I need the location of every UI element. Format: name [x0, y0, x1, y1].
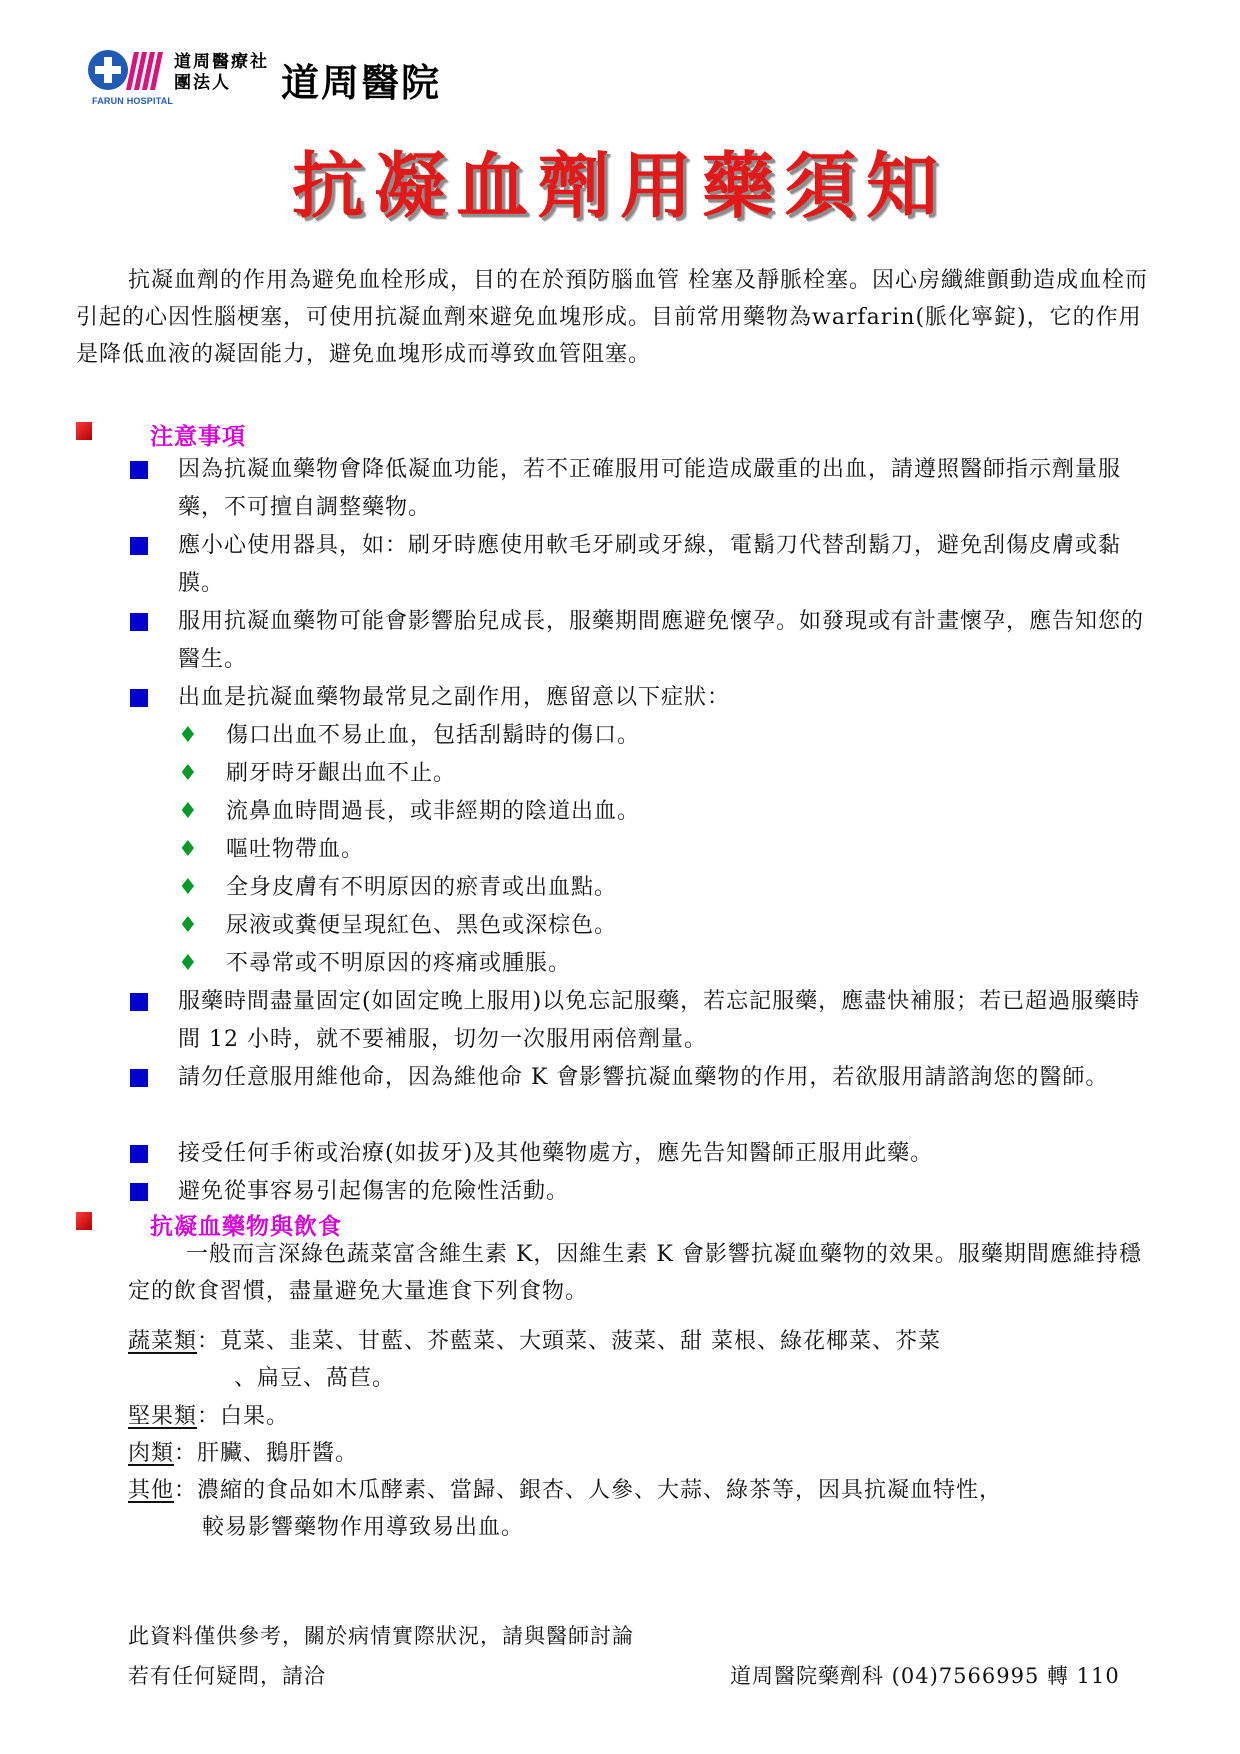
footer-contact-prompt: 若有任何疑問，請洽	[128, 1664, 326, 1688]
list-item	[128, 527, 1148, 603]
green-diamond-bullet-icon: ♦	[178, 723, 199, 748]
food-category-row	[128, 1435, 1148, 1472]
list-item-text: 出血是抗凝血藥物最常見之副作用，應留意以下症狀：	[178, 685, 731, 710]
list-item-text: 因為抗凝血藥物會降低凝血功能，若不正確服用可能造成嚴重的出血，請遵照醫師指示劑量服藥，不可擅自調整藥物。	[178, 457, 1122, 520]
food-list-continued: 、扁豆、萵苣。	[234, 1366, 396, 1391]
symptom-text: 流鼻血時間過長，或非經期的陰道出血。	[226, 799, 641, 824]
food-category-label: 蔬菜類	[128, 1329, 198, 1354]
green-diamond-bullet-icon: ♦	[178, 875, 199, 900]
section-title: 注意事項	[150, 423, 246, 450]
blue-square-bullet-icon	[130, 1069, 148, 1087]
blue-square-bullet-icon	[130, 613, 148, 631]
red-square-icon	[76, 422, 92, 440]
blue-square-bullet-icon	[130, 461, 148, 479]
list-item	[128, 983, 1148, 1059]
food-list: ：莧菜、韭菜、甘藍、芥藍菜、大頭菜、菠菜、甜 菜根、綠花椰菜、芥菜	[197, 1329, 942, 1354]
intro-text: 抗凝血劑的作用為避免血栓形成，目的在於預防腦血管 栓塞及靜脈栓塞。因心房纖維顫動造成血栓而引起的心因性腦梗塞，可使用抗凝血劑來避免血塊形成。目前常用藥物為warfarin(脈化寧錠)，它的作用是降低血液的凝固能力，避免血塊形成而導致血管阻塞。	[76, 268, 1148, 367]
blue-square-bullet-icon	[130, 993, 148, 1011]
symptom-item	[178, 907, 1078, 945]
logo-org-type: 道周醫療社團法人	[174, 52, 269, 93]
list-item	[128, 1173, 1148, 1211]
footer-contact-info: 道周醫院藥劑科 (04)7566995 轉 110	[730, 1664, 1120, 1688]
list-item-text: 應小心使用器具，如：刷牙時應使用軟毛牙刷或牙線，電鬍刀代替刮鬍刀，避免刮傷皮膚或黏膜。	[178, 533, 1122, 596]
food-list: ：肝臟、鵝肝醬。	[174, 1441, 359, 1466]
green-diamond-bullet-icon: ♦	[178, 761, 199, 786]
green-diamond-bullet-icon: ♦	[178, 913, 199, 938]
green-diamond-bullet-icon: ♦	[178, 837, 199, 862]
list-item	[128, 451, 1148, 527]
hospital-name: 道周醫院	[281, 60, 442, 105]
symptom-text: 傷口出血不易止血，包括刮鬍時的傷口。	[226, 723, 641, 748]
symptom-text: 嘔吐物帶血。	[226, 837, 365, 862]
food-list-continued: 較易影響藥物作用導致易出血。	[202, 1515, 525, 1540]
food-category-label: 肉類	[128, 1441, 175, 1466]
list-item	[128, 1135, 1148, 1173]
hospital-logo	[86, 48, 486, 108]
diet-intro-paragraph	[128, 1236, 1148, 1310]
food-category-label: 其他	[128, 1478, 175, 1503]
logo-english-name: FARUN HOSPITAL	[92, 96, 174, 106]
blue-square-bullet-icon	[130, 689, 148, 707]
section-title: 抗凝血藥物與飲食	[150, 1213, 342, 1240]
symptom-item	[178, 793, 1078, 831]
symptom-text: 全身皮膚有不明原因的瘀青或出血點。	[226, 875, 618, 900]
diet-intro-text: 一般而言深綠色蔬菜富含維生素 K，因維生素 K 會影響抗凝血藥物的效果。服藥期間應維持穩定的飲食習慣，盡量避免大量進食下列食物。	[128, 1242, 1142, 1304]
green-diamond-bullet-icon: ♦	[178, 799, 199, 824]
list-item	[128, 1059, 1148, 1097]
food-category-label: 堅果類	[128, 1404, 198, 1429]
section-heading-diet	[76, 1208, 776, 1238]
list-item-text: 服用抗凝血藥物可能會影響胎兒成長，服藥期間應避免懷孕。如發現或有計畫懷孕，應告知您的醫生。	[178, 609, 1145, 672]
list-item-text: 服藥時間盡量固定(如固定晚上服用)以免忘記服藥，若忘記服藥，應盡快補服；若已超過服藥時間 12 小時，就不要補服，切勿一次服用兩倍劑量。	[178, 989, 1141, 1052]
list-item-text: 接受任何手術或治療(如拔牙)及其他藥物處方，應先告知醫師正服用此藥。	[178, 1141, 934, 1166]
blue-square-bullet-icon	[130, 537, 148, 555]
symptom-item	[178, 755, 1078, 793]
symptom-item	[178, 945, 1078, 983]
page-title: 抗凝血劑用藥須知	[291, 143, 948, 228]
section-heading-precautions	[76, 418, 776, 448]
food-list: ：白果。	[197, 1404, 290, 1429]
food-category-row	[128, 1323, 1148, 1397]
list-item-text: 避免從事容易引起傷害的危險性活動。	[178, 1179, 570, 1204]
list-item	[128, 603, 1148, 679]
blue-square-bullet-icon	[130, 1183, 148, 1201]
symptom-text: 尿液或糞便呈現紅色、黑色或深棕色。	[226, 913, 618, 938]
food-category-row	[128, 1398, 1148, 1435]
red-square-icon	[76, 1212, 92, 1230]
list-item-text: 請勿任意服用維他命，因為維他命 K 會影響抗凝血藥物的作用，若欲服用請諮詢您的醫師。	[178, 1065, 1109, 1090]
list-item	[128, 679, 1148, 717]
food-list: ：濃縮的食品如木瓜酵素、當歸、銀杏、人參、大蒜、綠茶等，因具抗凝血特性，	[174, 1478, 1003, 1503]
symptom-item	[178, 869, 1078, 907]
symptom-item	[178, 717, 1078, 755]
green-diamond-bullet-icon: ♦	[178, 951, 199, 976]
symptom-item	[178, 831, 1078, 869]
symptom-text: 不尋常或不明原因的疼痛或腫脹。	[226, 951, 572, 976]
food-category-row	[128, 1472, 1148, 1546]
footer-disclaimer: 此資料僅供參考，關於病情實際狀況，請與醫師討論	[128, 1624, 634, 1648]
intro-paragraph	[76, 262, 1148, 373]
blue-square-bullet-icon	[130, 1145, 148, 1163]
symptom-text: 刷牙時牙齦出血不止。	[226, 761, 457, 786]
